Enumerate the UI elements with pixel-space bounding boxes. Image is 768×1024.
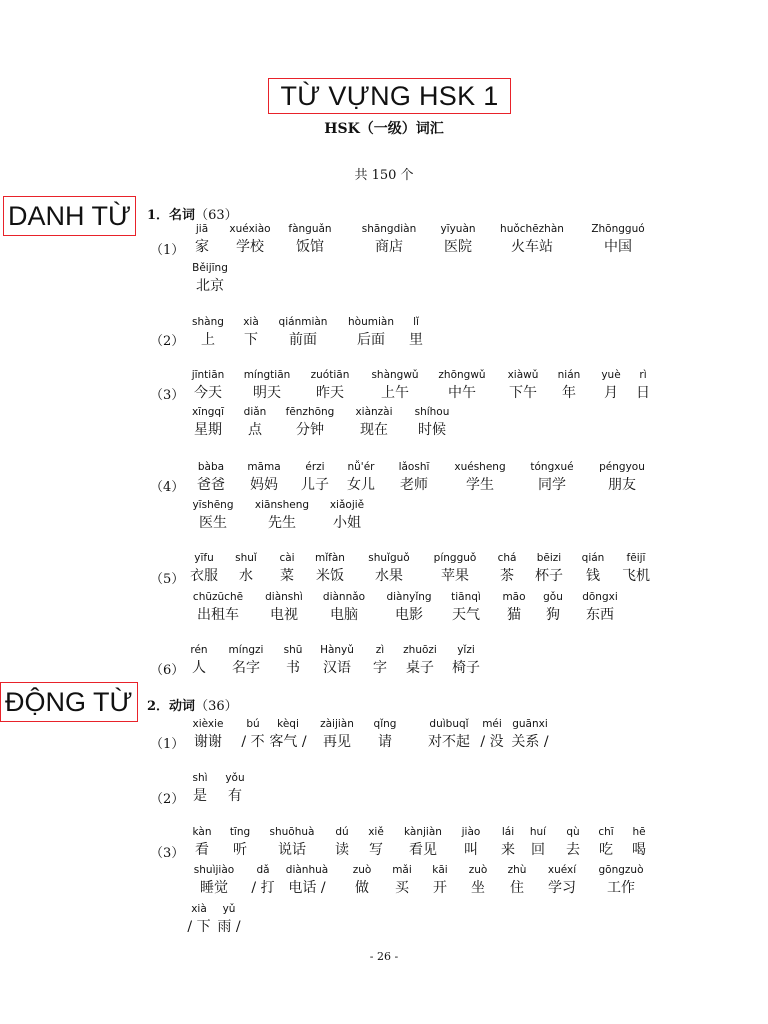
pinyin-label: xuéxí xyxy=(547,864,577,876)
hanzi-label: 吃 xyxy=(599,842,613,858)
pinyin-label: Běijīng xyxy=(192,262,228,274)
pinyin-label: qián xyxy=(581,552,605,564)
vocab-word xyxy=(586,551,686,586)
pinyin-label: fànguǎn xyxy=(288,223,332,235)
hanzi-label: 对不起 xyxy=(428,734,470,750)
pinyin-label: hē xyxy=(632,826,646,838)
hanzi-label: 看见 xyxy=(409,842,437,858)
hanzi-label: 杯子 xyxy=(535,568,563,584)
vocab-line xyxy=(140,643,740,683)
hanzi-label: 衣服 xyxy=(190,568,218,584)
vocab-line xyxy=(140,498,740,538)
hanzi-label: 东西 xyxy=(586,607,614,623)
hanzi-label: / 下 xyxy=(187,919,211,935)
pinyin-label: fēijī xyxy=(626,552,646,564)
pinyin-label: fēnzhōng xyxy=(285,406,335,418)
hanzi-label: 电视 xyxy=(270,607,298,623)
vocab-word xyxy=(366,315,466,350)
hanzi-label: 雨 / xyxy=(217,919,241,935)
row-number: （6） xyxy=(150,663,185,678)
hanzi-label: 下午 xyxy=(509,385,537,401)
pinyin-label: qǐng xyxy=(373,718,397,730)
pinyin-label: kànjiàn xyxy=(404,826,442,838)
pinyin-label: yǔ xyxy=(222,903,236,915)
hanzi-label: 买 xyxy=(395,880,409,896)
page-subtitle: HSK（一级）词汇 xyxy=(324,121,444,137)
hanzi-label: 昨天 xyxy=(316,385,344,401)
pinyin-label: zuótiān xyxy=(310,369,350,381)
section-heading-nouns xyxy=(147,204,238,223)
pinyin-label: shàng xyxy=(192,316,224,328)
vocab-word xyxy=(593,368,693,403)
vocab-line xyxy=(140,460,740,500)
hanzi-label: 工作 xyxy=(607,880,635,896)
hanzi-label: 水果 xyxy=(375,568,403,584)
pinyin-label: mǐfàn xyxy=(315,552,345,564)
hanzi-label: 钱 xyxy=(586,568,600,584)
hanzi-label: 名字 xyxy=(232,660,260,676)
row-number: （1） xyxy=(150,243,185,258)
hanzi-label: 电影 xyxy=(395,607,423,623)
pinyin-label: jīntiān xyxy=(191,369,225,381)
pinyin-label: yīfu xyxy=(194,552,214,564)
hanzi-label: 写 xyxy=(369,842,383,858)
hanzi-label: 电话 / xyxy=(288,880,326,896)
hanzi-label: 北京 xyxy=(196,278,224,294)
pinyin-label: hòumiàn xyxy=(348,316,394,328)
pinyin-label: diànnǎo xyxy=(322,591,366,603)
pinyin-label: dōngxi xyxy=(582,591,618,603)
hanzi-label: 家 xyxy=(195,239,209,255)
hanzi-label: 上午 xyxy=(381,385,409,401)
hanzi-label: 茶 xyxy=(500,568,514,584)
hanzi-label: 老师 xyxy=(400,477,428,493)
hanzi-label: 医生 xyxy=(199,515,227,531)
hanzi-label: 做 xyxy=(355,880,369,896)
hanzi-label: 谢谢 xyxy=(194,734,222,750)
hanzi-label: 关系 / xyxy=(511,734,549,750)
hanzi-label: 火车站 xyxy=(511,239,553,255)
pinyin-label: qiánmiàn xyxy=(278,316,328,328)
pinyin-label: bú xyxy=(246,718,260,730)
pinyin-label: diànhuà xyxy=(285,864,329,876)
hanzi-label: 椅子 xyxy=(452,660,480,676)
hanzi-label: 点 xyxy=(248,422,262,438)
pinyin-label: xià xyxy=(243,316,259,328)
pinyin-label: bàba xyxy=(197,461,225,473)
vocab-line xyxy=(140,590,740,630)
vocab-word xyxy=(382,405,482,440)
pinyin-label: māo xyxy=(502,591,526,603)
hanzi-label: 时候 xyxy=(418,422,446,438)
hanzi-label: / 不 xyxy=(241,734,265,750)
vocab-line xyxy=(140,368,740,408)
vocab-word xyxy=(297,498,397,533)
pinyin-label: píngguǒ xyxy=(433,552,477,564)
pinyin-label: chī xyxy=(598,826,614,838)
section-name: 动词 xyxy=(169,699,196,714)
pinyin-label: dǎ xyxy=(256,864,270,876)
hanzi-label: 汉语 xyxy=(323,660,351,676)
hanzi-label: / 没 xyxy=(480,734,504,750)
pinyin-label: érzi xyxy=(305,461,325,473)
hanzi-label: 电脑 xyxy=(330,607,358,623)
vocab-word xyxy=(416,643,516,678)
pinyin-label: nián xyxy=(557,369,581,381)
hanzi-label: 坐 xyxy=(471,880,485,896)
hanzi-label: 读 xyxy=(335,842,349,858)
hanzi-label: 看 xyxy=(195,842,209,858)
pinyin-label: jiào xyxy=(461,826,481,838)
pinyin-label: xiě xyxy=(368,826,384,838)
hanzi-label: 去 xyxy=(566,842,580,858)
pinyin-label: xuésheng xyxy=(454,461,506,473)
hanzi-label: 女儿 xyxy=(347,477,375,493)
vocab-word xyxy=(568,222,668,257)
pinyin-label: diǎn xyxy=(243,406,267,418)
pinyin-label: kàn xyxy=(192,826,212,838)
vocab-word xyxy=(482,222,582,257)
hanzi-label: 米饭 xyxy=(316,568,344,584)
pinyin-label: xiānsheng xyxy=(254,499,310,511)
row-number: （3） xyxy=(150,388,185,403)
vocab-line xyxy=(140,902,740,942)
hanzi-label: 爸爸 xyxy=(197,477,225,493)
nouns-tag: DANH TỪ xyxy=(3,196,136,236)
hanzi-label: 猫 xyxy=(507,607,521,623)
hanzi-label: 学校 xyxy=(236,239,264,255)
hanzi-label: 水 xyxy=(239,568,253,584)
pinyin-label: zàijiàn xyxy=(320,718,354,730)
hanzi-label: 桌子 xyxy=(406,660,434,676)
pinyin-label: jiā xyxy=(195,223,209,235)
vocab-line xyxy=(140,222,740,262)
hanzi-label: 饭馆 xyxy=(296,239,324,255)
pinyin-label: tóngxué xyxy=(530,461,574,473)
pinyin-label: bēizi xyxy=(536,552,562,564)
vocab-line xyxy=(140,825,740,865)
pinyin-label: míngzi xyxy=(228,644,264,656)
hanzi-label: 月 xyxy=(604,385,618,401)
hanzi-label: 前面 xyxy=(289,332,317,348)
pinyin-label: Hànyǔ xyxy=(320,644,354,656)
vocab-line xyxy=(140,315,740,355)
pinyin-label: xià xyxy=(191,903,207,915)
pinyin-label: yīyuàn xyxy=(440,223,476,235)
hanzi-label: 里 xyxy=(409,332,423,348)
pinyin-label: diànshì xyxy=(265,591,303,603)
pinyin-label: xiàwǔ xyxy=(507,369,539,381)
pinyin-label: huǒchēzhàn xyxy=(500,223,564,235)
hanzi-label: 朋友 xyxy=(608,477,636,493)
hanzi-label: 叫 xyxy=(464,842,478,858)
hanzi-label: 听 xyxy=(233,842,247,858)
pinyin-label: huí xyxy=(529,826,547,838)
vocab-word xyxy=(572,460,672,495)
vocab-line xyxy=(140,771,740,811)
pinyin-label: rì xyxy=(639,369,647,381)
hanzi-label: 开 xyxy=(433,880,447,896)
hanzi-label: 同学 xyxy=(538,477,566,493)
hanzi-label: 中午 xyxy=(448,385,476,401)
page-number: - 26 - xyxy=(369,950,399,963)
vocab-line xyxy=(140,551,740,591)
hanzi-label: 出租车 xyxy=(197,607,239,623)
section-heading-verbs xyxy=(147,695,238,714)
pinyin-label: guānxi xyxy=(512,718,548,730)
vocab-line xyxy=(140,405,740,445)
pinyin-label: chūzūchē xyxy=(192,591,244,603)
pinyin-label: zuò xyxy=(352,864,372,876)
hanzi-label: 下 xyxy=(244,332,258,348)
pinyin-label: yīshēng xyxy=(192,499,234,511)
pinyin-label: qù xyxy=(566,826,580,838)
hanzi-label: 喝 xyxy=(632,842,646,858)
hanzi-label: 商店 xyxy=(375,239,403,255)
pinyin-label: shàngwǔ xyxy=(371,369,419,381)
section-number: 1． xyxy=(147,208,170,223)
vocab-word xyxy=(589,825,689,860)
pinyin-label: zì xyxy=(375,644,385,656)
vocab-word xyxy=(550,590,650,625)
vocab-line xyxy=(140,717,740,757)
hanzi-label: 再见 xyxy=(323,734,351,750)
pinyin-label: Zhōngguó xyxy=(591,223,645,235)
row-number: （2） xyxy=(150,792,185,807)
hanzi-label: 现在 xyxy=(360,422,388,438)
row-number: （1） xyxy=(150,737,185,752)
pinyin-label: cài xyxy=(279,552,295,564)
pinyin-label: dú xyxy=(335,826,349,838)
hanzi-label: 医院 xyxy=(444,239,472,255)
pinyin-label: zhuōzi xyxy=(403,644,437,656)
pinyin-label: yǐzi xyxy=(457,644,475,656)
hanzi-label: 客气 / xyxy=(269,734,307,750)
vocab-line xyxy=(140,261,740,301)
hanzi-label: 有 xyxy=(228,788,242,804)
hanzi-label: 中国 xyxy=(604,239,632,255)
pinyin-label: gōngzuò xyxy=(598,864,644,876)
pinyin-label: kāi xyxy=(432,864,448,876)
hanzi-label: 儿子 xyxy=(301,477,329,493)
hanzi-label: 是 xyxy=(193,788,207,804)
hanzi-label: 先生 xyxy=(268,515,296,531)
pinyin-label: shuìjiào xyxy=(193,864,235,876)
pinyin-label: péngyou xyxy=(599,461,645,473)
pinyin-label: míngtiān xyxy=(243,369,291,381)
hanzi-label: 菜 xyxy=(280,568,294,584)
pinyin-label: xiànzài xyxy=(355,406,393,418)
vocab-word xyxy=(480,717,580,752)
row-number: （5） xyxy=(150,572,185,587)
page-title: TỪ VỰNG HSK 1 xyxy=(268,78,511,114)
pinyin-label: kèqi xyxy=(277,718,299,730)
vocab-word xyxy=(179,902,279,937)
pinyin-label: xīngqī xyxy=(191,406,225,418)
pinyin-label: shāngdiàn xyxy=(361,223,417,235)
hanzi-label: 苹果 xyxy=(441,568,469,584)
pinyin-label: duìbuqǐ xyxy=(429,718,469,730)
verbs-tag: ĐỘNG TỪ xyxy=(0,682,138,722)
pinyin-label: yuè xyxy=(601,369,621,381)
pinyin-label: lái xyxy=(501,826,515,838)
pinyin-label: rén xyxy=(190,644,208,656)
pinyin-label: xièxie xyxy=(192,718,224,730)
pinyin-label: tīng xyxy=(229,826,251,838)
hanzi-label: 人 xyxy=(192,660,206,676)
hanzi-label: 学习 xyxy=(548,880,576,896)
section-count: （36） xyxy=(195,699,238,714)
vocab-word xyxy=(160,261,260,296)
hanzi-label: 请 xyxy=(378,734,392,750)
pinyin-label: lǐ xyxy=(413,316,419,328)
row-number: （3） xyxy=(150,846,185,861)
pinyin-label: diànyǐng xyxy=(386,591,432,603)
pinyin-label: nǚ'ér xyxy=(347,461,375,473)
pinyin-label: yǒu xyxy=(225,772,245,784)
hanzi-label: 书 xyxy=(286,660,300,676)
pinyin-label: shuǐ xyxy=(235,552,257,564)
hanzi-label: 天气 xyxy=(452,607,480,623)
hanzi-label: 年 xyxy=(562,385,576,401)
hanzi-label: 明天 xyxy=(253,385,281,401)
hanzi-label: 妈妈 xyxy=(250,477,278,493)
pinyin-label: xuéxiào xyxy=(229,223,271,235)
hanzi-label: 上 xyxy=(201,332,215,348)
pinyin-label: méi xyxy=(482,718,502,730)
pinyin-label: zhōngwǔ xyxy=(438,369,486,381)
vocab-word xyxy=(185,771,285,806)
pinyin-label: zhù xyxy=(507,864,527,876)
pinyin-label: xiǎojiě xyxy=(329,499,365,511)
vocab-word xyxy=(571,863,671,898)
section-number: 2． xyxy=(147,699,170,714)
row-number: （2） xyxy=(150,334,185,349)
hanzi-label: 分钟 xyxy=(296,422,324,438)
section-count: （63） xyxy=(195,208,238,223)
pinyin-label: tiānqì xyxy=(451,591,481,603)
total-count: 共 150 个 xyxy=(354,168,414,183)
hanzi-label: 星期 xyxy=(194,422,222,438)
hanzi-label: 小姐 xyxy=(333,515,361,531)
pinyin-label: gǒu xyxy=(543,591,563,603)
hanzi-label: 后面 xyxy=(357,332,385,348)
pinyin-label: shì xyxy=(192,772,208,784)
hanzi-label: 说话 xyxy=(278,842,306,858)
pinyin-label: shū xyxy=(283,644,303,656)
hanzi-label: 睡觉 xyxy=(200,880,228,896)
hanzi-label: 今天 xyxy=(194,385,222,401)
pinyin-label: lǎoshī xyxy=(398,461,430,473)
pinyin-label: chá xyxy=(497,552,517,564)
hanzi-label: 住 xyxy=(510,880,524,896)
hanzi-label: 回 xyxy=(531,842,545,858)
hanzi-label: 狗 xyxy=(546,607,560,623)
hanzi-label: / 打 xyxy=(251,880,275,896)
pinyin-label: māma xyxy=(247,461,281,473)
section-name: 名词 xyxy=(169,208,196,223)
pinyin-label: shuǐguǒ xyxy=(368,552,410,564)
pinyin-label: mǎi xyxy=(392,864,412,876)
hanzi-label: 来 xyxy=(501,842,515,858)
pinyin-label: shíhou xyxy=(414,406,450,418)
vocab-line xyxy=(140,863,740,903)
hanzi-label: 飞机 xyxy=(622,568,650,584)
hanzi-label: 字 xyxy=(373,660,387,676)
hanzi-label: 学生 xyxy=(466,477,494,493)
row-number: （4） xyxy=(150,480,185,495)
pinyin-label: shuōhuà xyxy=(269,826,315,838)
pinyin-label: zuò xyxy=(468,864,488,876)
hanzi-label: 日 xyxy=(636,385,650,401)
